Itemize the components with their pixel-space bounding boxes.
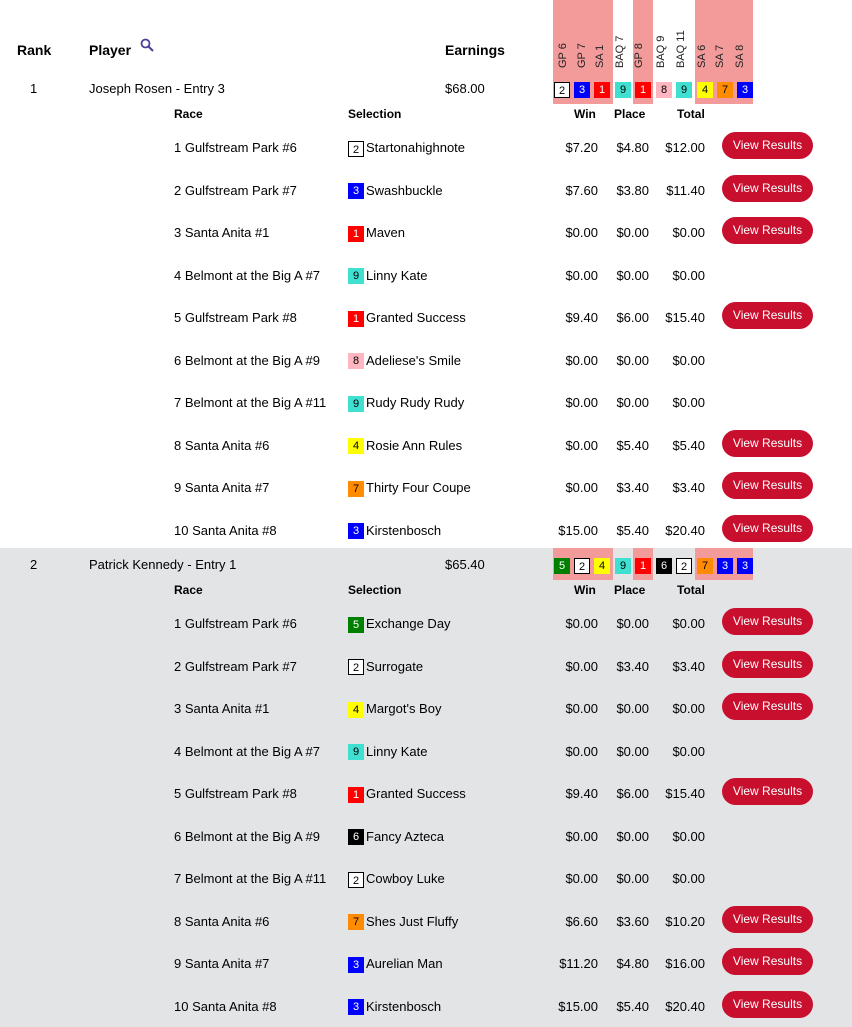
race-name: 8 Santa Anita #6 bbox=[174, 914, 269, 929]
race-row bbox=[0, 254, 852, 297]
place-payout: $0.00 bbox=[589, 353, 649, 368]
win-payout: $0.00 bbox=[538, 744, 598, 759]
post-position-badge: 2 bbox=[348, 141, 364, 157]
race-row bbox=[0, 602, 852, 645]
earnings-header: Earnings bbox=[445, 42, 505, 58]
post-position-badge: 3 bbox=[348, 957, 364, 973]
race-name: 3 Santa Anita #1 bbox=[174, 701, 269, 716]
place-payout: $4.80 bbox=[589, 956, 649, 971]
race-row bbox=[0, 815, 852, 858]
race-column-label: GP 6 bbox=[557, 43, 569, 68]
place-payout: $0.00 bbox=[589, 871, 649, 886]
selection bbox=[348, 395, 464, 412]
post-position-badge: 7 bbox=[697, 558, 713, 574]
horse-name: Granted Success bbox=[366, 310, 466, 325]
post-position-badge: 9 bbox=[348, 744, 364, 760]
race-name: 10 Santa Anita #8 bbox=[174, 523, 277, 538]
leaderboard-header bbox=[0, 0, 852, 78]
total-col-header: Total bbox=[677, 107, 705, 121]
total-payout: $0.00 bbox=[645, 225, 705, 240]
race-row bbox=[0, 772, 852, 815]
place-payout: $0.00 bbox=[589, 829, 649, 844]
win-payout: $0.00 bbox=[538, 225, 598, 240]
horse-name: Startonahighnote bbox=[366, 140, 465, 155]
place-payout: $5.40 bbox=[589, 438, 649, 453]
total-payout: $0.00 bbox=[645, 744, 705, 759]
place-payout: $3.40 bbox=[589, 480, 649, 495]
win-payout: $0.00 bbox=[538, 659, 598, 674]
race-name: 2 Gulfstream Park #7 bbox=[174, 659, 297, 674]
race-name: 5 Gulfstream Park #8 bbox=[174, 310, 297, 325]
horse-name: Rudy Rudy Rudy bbox=[366, 395, 464, 410]
selection bbox=[348, 268, 427, 285]
post-position-badge: 7 bbox=[717, 82, 733, 98]
place-payout: $0.00 bbox=[589, 395, 649, 410]
race-name: 6 Belmont at the Big A #9 bbox=[174, 829, 320, 844]
place-col-header: Place bbox=[614, 107, 645, 121]
view-results-button[interactable]: View Results bbox=[722, 608, 813, 635]
selection bbox=[348, 829, 444, 846]
post-position-badge: 4 bbox=[348, 702, 364, 718]
view-results-button[interactable]: View Results bbox=[722, 906, 813, 933]
win-payout: $0.00 bbox=[538, 438, 598, 453]
earnings-value: $65.40 bbox=[445, 557, 485, 572]
post-position-badge: 9 bbox=[615, 558, 631, 574]
selection-col-header: Selection bbox=[348, 107, 401, 121]
total-payout: $3.40 bbox=[645, 659, 705, 674]
selection bbox=[348, 225, 405, 242]
selection bbox=[348, 701, 441, 718]
post-position-badge: 1 bbox=[348, 787, 364, 803]
place-payout: $0.00 bbox=[589, 616, 649, 631]
results-subheader bbox=[0, 580, 852, 602]
total-payout: $0.00 bbox=[645, 616, 705, 631]
win-payout: $0.00 bbox=[538, 353, 598, 368]
win-payout: $0.00 bbox=[538, 701, 598, 716]
horse-name: Rosie Ann Rules bbox=[366, 438, 462, 453]
total-payout: $3.40 bbox=[645, 480, 705, 495]
race-column-label: BAQ 11 bbox=[675, 30, 687, 68]
race-name: 4 Belmont at the Big A #7 bbox=[174, 744, 320, 759]
race-row bbox=[0, 509, 852, 552]
place-payout: $0.00 bbox=[589, 225, 649, 240]
post-position-badge: 8 bbox=[656, 82, 672, 98]
win-payout: $11.20 bbox=[538, 956, 598, 971]
race-row bbox=[0, 687, 852, 730]
rank-header: Rank bbox=[17, 42, 51, 58]
race-row bbox=[0, 900, 852, 943]
post-position-badge: 9 bbox=[676, 82, 692, 98]
view-results-button[interactable]: View Results bbox=[722, 991, 813, 1018]
post-position-badge: 1 bbox=[594, 82, 610, 98]
horse-name: Maven bbox=[366, 225, 405, 240]
post-position-badge: 3 bbox=[737, 82, 753, 98]
total-payout: $15.40 bbox=[645, 786, 705, 801]
race-column-label: GP 7 bbox=[576, 43, 588, 68]
post-position-badge: 4 bbox=[594, 558, 610, 574]
rank-value: 1 bbox=[30, 81, 37, 96]
selection bbox=[348, 871, 445, 888]
win-payout: $0.00 bbox=[538, 616, 598, 631]
place-payout: $5.40 bbox=[589, 523, 649, 538]
total-payout: $0.00 bbox=[645, 353, 705, 368]
total-payout: $15.40 bbox=[645, 310, 705, 325]
race-row bbox=[0, 942, 852, 985]
race-row bbox=[0, 126, 852, 169]
player-name[interactable]: Joseph Rosen - Entry 3 bbox=[89, 81, 225, 96]
selection bbox=[348, 786, 466, 803]
total-payout: $0.00 bbox=[645, 871, 705, 886]
total-payout: $0.00 bbox=[645, 395, 705, 410]
win-payout: $9.40 bbox=[538, 310, 598, 325]
horse-name: Swashbuckle bbox=[366, 183, 443, 198]
race-column-label: BAQ 9 bbox=[655, 36, 667, 68]
total-payout: $12.00 bbox=[645, 140, 705, 155]
race-col-header: Race bbox=[174, 107, 203, 121]
horse-name: Exchange Day bbox=[366, 616, 451, 631]
view-results-button[interactable]: View Results bbox=[722, 302, 813, 329]
total-payout: $10.20 bbox=[645, 914, 705, 929]
win-payout: $0.00 bbox=[538, 829, 598, 844]
view-results-button[interactable]: View Results bbox=[722, 948, 813, 975]
results-subheader bbox=[0, 104, 852, 126]
win-payout: $15.00 bbox=[538, 523, 598, 538]
post-position-badge: 8 bbox=[348, 353, 364, 369]
post-position-badge: 5 bbox=[348, 617, 364, 633]
win-col-header: Win bbox=[574, 107, 596, 121]
post-position-badge: 2 bbox=[348, 659, 364, 675]
race-column-label: BAQ 7 bbox=[614, 36, 626, 68]
total-payout: $5.40 bbox=[645, 438, 705, 453]
place-payout: $4.80 bbox=[589, 140, 649, 155]
selection bbox=[348, 183, 443, 200]
horse-name: Linny Kate bbox=[366, 268, 427, 283]
post-position-badge: 1 bbox=[635, 82, 651, 98]
race-name: 7 Belmont at the Big A #11 bbox=[174, 395, 326, 410]
post-position-badge: 2 bbox=[554, 82, 570, 98]
horse-name: Kirstenbosch bbox=[366, 999, 441, 1014]
horse-name: Aurelian Man bbox=[366, 956, 443, 971]
entry-summary-row[interactable] bbox=[0, 72, 852, 104]
race-row bbox=[0, 339, 852, 382]
win-payout: $15.00 bbox=[538, 999, 598, 1014]
total-col-header: Total bbox=[677, 583, 705, 597]
post-position-badge: 3 bbox=[348, 183, 364, 199]
race-row bbox=[0, 296, 852, 339]
race-name: 5 Gulfstream Park #8 bbox=[174, 786, 297, 801]
selection bbox=[348, 744, 427, 761]
selection bbox=[348, 523, 441, 540]
race-col-header: Race bbox=[174, 583, 203, 597]
post-position-badge: 3 bbox=[348, 523, 364, 539]
horse-name: Fancy Azteca bbox=[366, 829, 444, 844]
player-entry bbox=[0, 548, 852, 1027]
horse-name: Margot's Boy bbox=[366, 701, 441, 716]
race-column-label: SA 1 bbox=[594, 45, 606, 68]
win-payout: $0.00 bbox=[538, 395, 598, 410]
race-column-label: GP 8 bbox=[633, 43, 645, 68]
horse-name: Adeliese's Smile bbox=[366, 353, 461, 368]
view-results-button[interactable]: View Results bbox=[722, 693, 813, 720]
post-position-badge: 3 bbox=[574, 82, 590, 98]
selection bbox=[348, 914, 458, 931]
place-payout: $0.00 bbox=[589, 701, 649, 716]
rank-value: 2 bbox=[30, 557, 37, 572]
post-position-badge: 5 bbox=[554, 558, 570, 574]
horse-name: Linny Kate bbox=[366, 744, 427, 759]
total-payout: $0.00 bbox=[645, 701, 705, 716]
total-payout: $11.40 bbox=[645, 183, 705, 198]
post-position-badge: 1 bbox=[348, 311, 364, 327]
view-results-button[interactable]: View Results bbox=[722, 651, 813, 678]
total-payout: $16.00 bbox=[645, 956, 705, 971]
horse-name: Shes Just Fluffy bbox=[366, 914, 458, 929]
place-payout: $0.00 bbox=[589, 268, 649, 283]
race-name: 4 Belmont at the Big A #7 bbox=[174, 268, 320, 283]
place-payout: $3.80 bbox=[589, 183, 649, 198]
horse-name: Cowboy Luke bbox=[366, 871, 445, 886]
race-name: 8 Santa Anita #6 bbox=[174, 438, 269, 453]
view-results-button[interactable]: View Results bbox=[722, 217, 813, 244]
total-payout: $0.00 bbox=[645, 268, 705, 283]
selection bbox=[348, 956, 443, 973]
post-position-badge: 1 bbox=[635, 558, 651, 574]
race-row bbox=[0, 466, 852, 509]
post-position-badge: 6 bbox=[348, 829, 364, 845]
race-row bbox=[0, 730, 852, 773]
race-name: 3 Santa Anita #1 bbox=[174, 225, 269, 240]
post-position-badge: 6 bbox=[656, 558, 672, 574]
win-payout: $7.20 bbox=[538, 140, 598, 155]
selection bbox=[348, 310, 466, 327]
selection bbox=[348, 438, 462, 455]
race-name: 10 Santa Anita #8 bbox=[174, 999, 277, 1014]
view-results-button[interactable]: View Results bbox=[722, 430, 813, 457]
player-entry bbox=[0, 72, 852, 551]
view-results-button[interactable]: View Results bbox=[722, 778, 813, 805]
win-col-header: Win bbox=[574, 583, 596, 597]
total-payout: $0.00 bbox=[645, 829, 705, 844]
post-position-badge: 3 bbox=[348, 999, 364, 1015]
race-name: 7 Belmont at the Big A #11 bbox=[174, 871, 326, 886]
place-payout: $0.00 bbox=[589, 744, 649, 759]
place-col-header: Place bbox=[614, 583, 645, 597]
earnings-value: $68.00 bbox=[445, 81, 485, 96]
total-payout: $20.40 bbox=[645, 999, 705, 1014]
selection bbox=[348, 480, 471, 497]
player-name[interactable]: Patrick Kennedy - Entry 1 bbox=[89, 557, 236, 572]
place-payout: $5.40 bbox=[589, 999, 649, 1014]
place-payout: $3.60 bbox=[589, 914, 649, 929]
win-payout: $0.00 bbox=[538, 268, 598, 283]
race-name: 9 Santa Anita #7 bbox=[174, 480, 269, 495]
race-row bbox=[0, 645, 852, 688]
race-column-label: SA 6 bbox=[696, 45, 708, 68]
selection bbox=[348, 616, 451, 633]
horse-name: Surrogate bbox=[366, 659, 423, 674]
post-position-badge: 2 bbox=[348, 872, 364, 888]
view-results-button[interactable]: View Results bbox=[722, 472, 813, 499]
view-results-button[interactable]: View Results bbox=[722, 175, 813, 202]
post-position-badge: 7 bbox=[348, 481, 364, 497]
post-position-badge: 2 bbox=[574, 558, 590, 574]
horse-name: Thirty Four Coupe bbox=[366, 480, 471, 495]
win-payout: $9.40 bbox=[538, 786, 598, 801]
race-name: 1 Gulfstream Park #6 bbox=[174, 140, 297, 155]
place-payout: $3.40 bbox=[589, 659, 649, 674]
view-results-button[interactable]: View Results bbox=[722, 132, 813, 159]
race-row bbox=[0, 169, 852, 212]
post-position-badge: 3 bbox=[737, 558, 753, 574]
win-payout: $6.60 bbox=[538, 914, 598, 929]
place-payout: $6.00 bbox=[589, 310, 649, 325]
post-position-badge: 1 bbox=[348, 226, 364, 242]
race-row bbox=[0, 857, 852, 900]
race-row bbox=[0, 424, 852, 467]
total-payout: $20.40 bbox=[645, 523, 705, 538]
selection bbox=[348, 659, 423, 676]
post-position-badge: 4 bbox=[697, 82, 713, 98]
win-payout: $0.00 bbox=[538, 480, 598, 495]
win-payout: $7.60 bbox=[538, 183, 598, 198]
selection bbox=[348, 999, 441, 1016]
race-name: 1 Gulfstream Park #6 bbox=[174, 616, 297, 631]
race-name: 2 Gulfstream Park #7 bbox=[174, 183, 297, 198]
view-results-button[interactable]: View Results bbox=[722, 515, 813, 542]
selection-col-header: Selection bbox=[348, 583, 401, 597]
selection bbox=[348, 353, 461, 370]
horse-name: Granted Success bbox=[366, 786, 466, 801]
race-name: 9 Santa Anita #7 bbox=[174, 956, 269, 971]
search-icon[interactable] bbox=[140, 38, 154, 52]
race-row bbox=[0, 985, 852, 1027]
post-position-badge: 3 bbox=[717, 558, 733, 574]
race-column-label: SA 7 bbox=[714, 45, 726, 68]
post-position-badge: 7 bbox=[348, 914, 364, 930]
post-position-badge: 9 bbox=[615, 82, 631, 98]
post-position-badge: 2 bbox=[676, 558, 692, 574]
race-row bbox=[0, 381, 852, 424]
race-column-label: SA 8 bbox=[734, 45, 746, 68]
post-position-badge: 9 bbox=[348, 396, 364, 412]
post-position-badge: 4 bbox=[348, 438, 364, 454]
entry-summary-row[interactable] bbox=[0, 548, 852, 580]
horse-name: Kirstenbosch bbox=[366, 523, 441, 538]
post-position-badge: 9 bbox=[348, 268, 364, 284]
player-header: Player bbox=[89, 42, 131, 58]
win-payout: $0.00 bbox=[538, 871, 598, 886]
selection bbox=[348, 140, 465, 157]
place-payout: $6.00 bbox=[589, 786, 649, 801]
race-name: 6 Belmont at the Big A #9 bbox=[174, 353, 320, 368]
race-row bbox=[0, 211, 852, 254]
